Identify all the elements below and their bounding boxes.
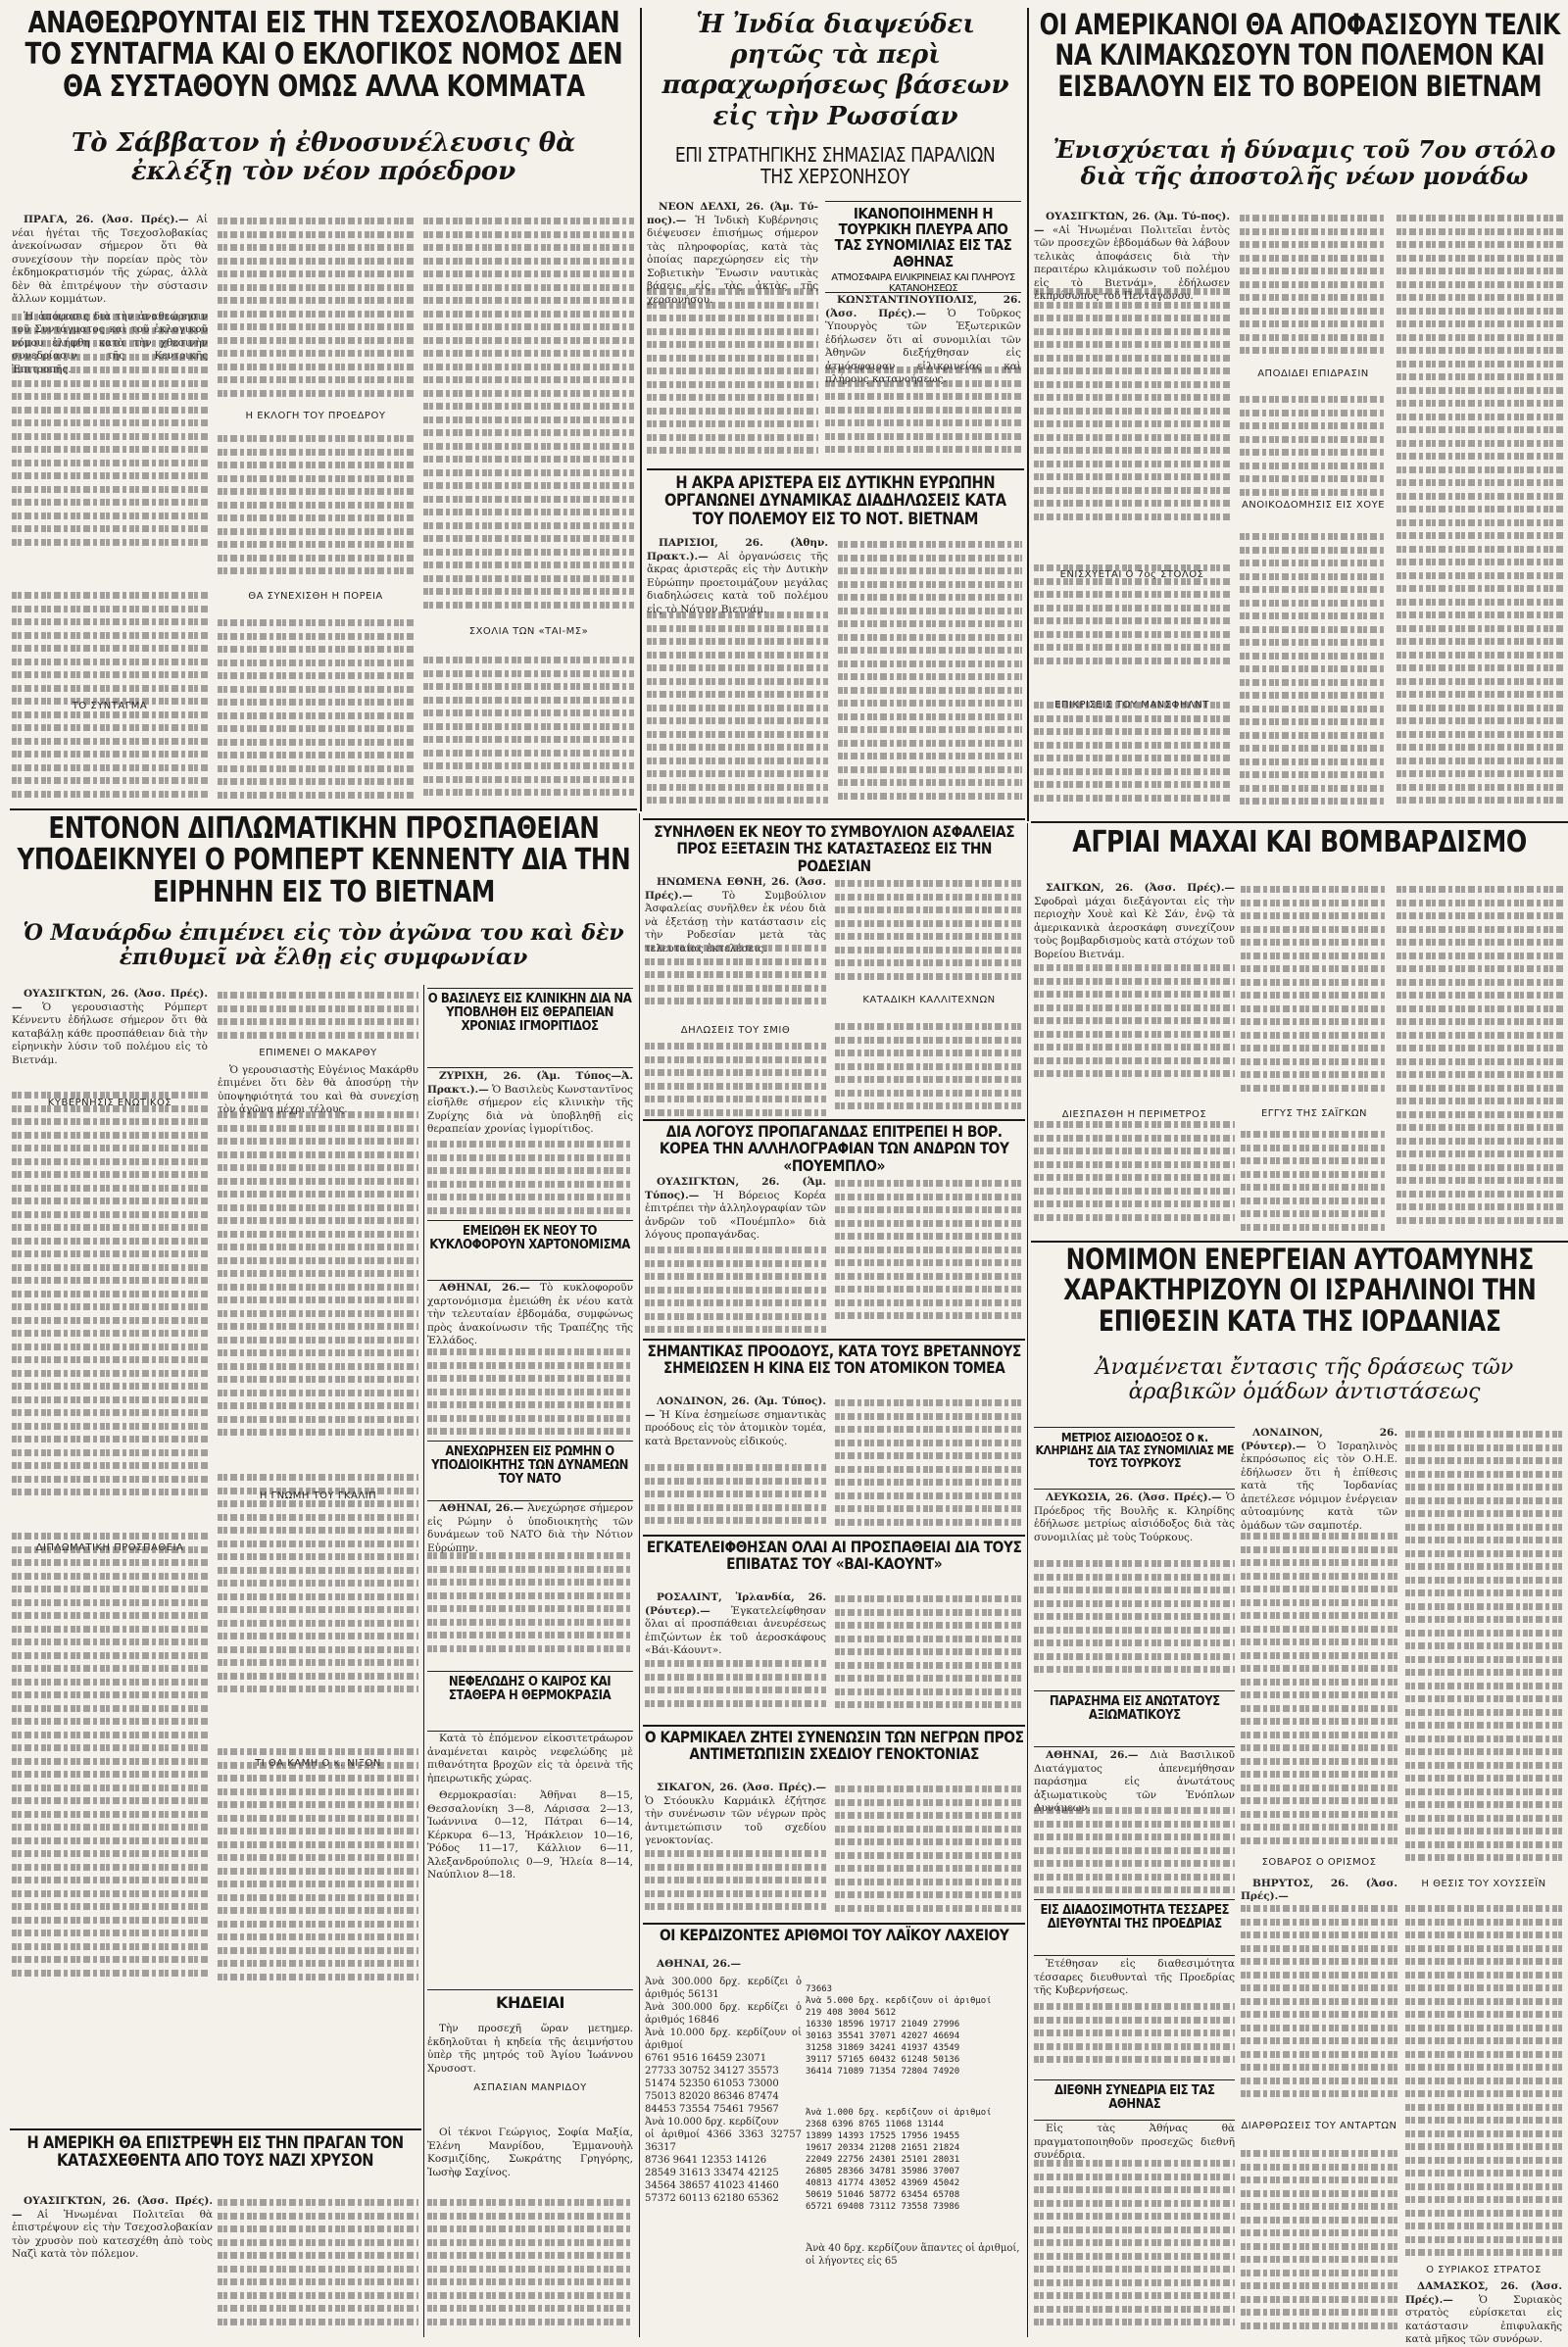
body-text-filler [1240,211,1387,367]
carmichael-headline-block [643,1729,1025,1778]
dateline: ΛΟΝΔΙΝΟΝ, 26. (Ρόυτερ).— [1241,1427,1397,1452]
section-heading: ΣΧΟΛΙΑ ΤΩΝ «ΤΑΙ-ΜΣ» [468,626,589,637]
nato-box [427,1441,633,1501]
dateline: ΚΩΝΣΤΑΝΤΙΝΟΥΠΟΛΙΣ, 26. (Ἀσσ. Πρές).— [825,294,1021,319]
horizontal-rule [1031,821,1568,823]
clerides-box [1034,1427,1235,1490]
body-text-filler [645,1039,826,1117]
body-text-filler [1034,960,1235,1088]
turkey-headline: ΙΚΑΝΟΠΟΙΗΜΕΝΗ Η ΤΟΥΡΚΙΚΗ ΠΛΕΥΡΑ ΑΠΟ ΤΑΣ ΣΥΝΟΜΙΛΙΑΣ ΕΙΣ ΤΑΣ ΑΘΗΝΑΣ [834,205,1012,270]
dateline: ΗΝΩΜΕΝΑ ΕΘΝΗ, 26. (Ἀσσ. Πρές).— [645,876,826,902]
section-heading: Η ΕΚΛΟΓΗ ΤΟΥ ΠΡΟΕΔΡΟΥ [245,411,386,421]
body-text-filler [645,941,826,1009]
body-text-filler [218,988,418,1047]
article-text: Ἐτέθησαν εἰς διαθεσιμότητα τέσσαρες διευθυνταὶ τῆς Προεδρίας τῆς Κυβερνήσεως. [1034,1958,1235,1996]
section-heading: ΕΠΙΚΡΙΣΕΙΣ ΤΟΥ ΜΑΝΣΦΗΛΝΤ [1054,700,1209,710]
section-heading: ΚΑΤΑΔΙΚΗ ΚΑΛΛΙΤΕΧΝΩΝ [862,995,996,1005]
lottery-left [645,1958,802,2340]
temperatures: Θερμοκρασίαι: Ἀθῆναι 8—15, Θεσσαλονίκη 3—8, Λάρισσα 2—13, Ἰωάννινα 0—12, Πάτραι 6—14, Κέρκυρα 6—13, Ἡράκλειον 10—16, Ῥόδος 11—17, Κάλλιον 6—11, Ἀλεξανδρούπολις 0—9, Ἠλεία 8—14, Ναύπλιον 8—18. [427,1789,633,1881]
article-text: Ἡ Βόρειος Κορέα ἐπιτρέπει τὴν ἀλληλογραφίαν τῶν ἀνδρῶν τοῦ «Πουέμπλο» διὰ λόγους προπαγάνδας. [645,1189,826,1241]
india-headline-block [647,10,1024,137]
article-text: Σφοδραὶ μάχαι διεξάγονται εἰς τὴν περιοχὴν Χουὲ καὶ Κὲ Σάν, ἐνῷ τὰ ἀμερικανικὰ ἀεροσκάφη συνεχίζουν τοὺς βομβαρδισμοὺς κατὰ στόχων τοῦ Βορείου Βιετνάμ. [1034,895,1235,960]
body-text-filler [1240,529,1387,815]
column-rule [640,8,642,811]
funeral-name: ΑΣΠΑΣΙΑΝ ΜΑΝΡΙΔΟΥ [473,2082,587,2093]
body-text-filler [218,1107,418,1445]
section-heading: Η ΘΕΣΙΣ ΤΟΥ ΧΟΥΣΣΕΪΝ [1421,1879,1546,1889]
body-text-filler [645,1460,826,1529]
pueblo-headline-block [643,1122,1025,1175]
body-text-filler [835,876,1023,994]
article-text: Ἡ Ἰνδικὴ Κυβέρνησις διέψευσεν ἐπισήμως σήμερον τὰς πληροφορίας, κατὰ τὰς ὁποίας παρεχώρησεν εἰς τὴν Σοβιετικὴν Ἕνωσιν ναυτικὰς βάσεις εἰς τὰς ἀκτὰς τῆς χερσονήσου. [647,214,818,306]
security-headline-block [643,822,1025,875]
body-text-filler [12,1529,208,1989]
china-headline-block [643,1343,1025,1392]
article-text: Ὁ Βασιλεὺς Κωνσταντῖνος εἰσῆλθε σήμερον εἰς κλινικὴν τῆς Ζυρίχης διὰ νὰ ὑποβληθῇ εἰς θεραπείαν χρονίας ἰγμορίτιδος. [427,1083,633,1135]
dateline: ΠΑΡΙΣΙΟΙ, 26. (Ἀθην. Πρακτ.).— [647,537,828,562]
section-heading: Η ΓΝΩΜΗ ΤΟΥ ΓΚΑΛΙΠ [259,1490,377,1501]
body-text-filler [825,363,1021,465]
body-text-filler [427,1345,633,1438]
funeral-body [427,2023,633,2121]
security-headline: ΣΥΝΗΛΘΕΝ ΕΚ ΝΕΟΥ ΤΟ ΣΥΜΒΟΥΛΙΟΝ ΑΣΦΑΛΕΙΑΣ ΠΡΟΣ ΕΞΕΤΑΣΙΝ ΤΗΣ ΚΑΤΑΣΤΑΣΕΩΣ ΕΙΣ ΤΗΝ ΡΟΔΕΣΙΑΝ [654,822,1014,875]
section-heading: ΔΙΕΣΠΑΣΘΗ Η ΠΕΡΙΜΕΤΡΟΣ [1061,1109,1207,1120]
czech-headline: ΑΝΑΘΕΩΡΟΥΝΤΑΙ ΕΙΣ ΤΗΝ ΤΣΕΧΟΣΛΟΒΑΚΙΑΝ ΤΟ ΣΥΝΤΑΓΜΑ ΚΑΙ Ο ΕΚΛΟΓΙΚΟΣ ΝΟΜΟΣ ΔΕΝ ΘΑ ΣΥΣΤΑΘΟΥΝ ΟΜΩΣ ΑΛΛΑ ΚΟΜΜΑΤΑ [24,6,622,104]
body-text-filler [647,284,818,465]
horizontal-rule [643,818,1025,820]
lottery-headline: ΟΙ ΚΕΡΔΙΖΟΝΤΕΣ ΑΡΙΘΜΟΙ ΤΟΥ ΛΑΪΚΟΥ ΛΑΧΕΙΟΥ [659,1926,1009,1944]
battles-headline: ΑΓΡΙΑΙ ΜΑΧΑΙ ΚΑΙ ΒΟΜΒΑΡΔΙΣΜΟ [1072,825,1527,859]
czech-subheadline-block [59,129,588,204]
lottery-text: Ἀνὰ 300.000 δρχ. κερδίζει ὁ ἀριθμός 56131 Ἀνὰ 300.000 δρχ. κερδίζει ὁ ἀριθμός 16846 Ἀνὰ 10.000 δρχ. κερδίζουν οἱ ἀριθμοί 6761 9516 16459 23071 27733 30752 34127 35573 51474 52350 61053 73000 75013 82020 86346 87474 84453 73554 75461 79567 Ἀνὰ 10.000 δρχ. κερδίζουν οἱ ἀριθμοί 4366 3363 32757 36317 8736 9641 12353 14126 28549 31613 33474 42125 34564 38657 41023 41460 57372 60113 62180 65362 [645,1976,802,2204]
weather-body [427,1733,633,1978]
dateline: ΑΘΗΝΑΙ, 26.— [1046,1749,1139,1761]
dateline: ΛΟΝΔΙΝΟΝ, 26. (Ἁμ. Τύπος).— [645,1395,826,1421]
body-text-filler [218,615,414,802]
body-text-filler [645,1243,826,1333]
body-text-filler [1241,882,1388,1102]
column-rule [1027,8,1029,821]
body-text-filler [1396,882,1563,1235]
china-headline: ΣΗΜΑΝΤΙΚΑΣ ΠΡΟΟΔΟΥΣ, ΚΑΤΑ ΤΟΥΣ ΒΡΕΤΑΝΝΟΥΣ ΣΗΜΕΙΩΣΕΝ Η ΚΙΝΑ ΕΙΣ ΤΟΝ ΑΤΟΜΙΚΟΝ ΤΟΜΕΑ [647,1342,1021,1378]
section-heading: ΑΠΟΔΙΔΕΙ ΕΠΙΔΡΑΣΙΝ [1257,368,1369,379]
article-text: Αἱ Ἡνωμέναι Πολιτεῖαι θὰ ἐπιστρέψουν εἰς τὴν Τσεχοσλοβακίαν τὸν χρυσὸν ποὺ κατεσχέθη ἀπὸ τοὺς Ναζὶ κατὰ τὸν πόλεμον. [12,2208,213,2260]
article-text: Ἐγκατελείφθησαν ὅλαι αἱ προσπάθειαι ἀνευρέσεως ἐπιζώντων ἐκ τοῦ ἀεροσκάφους «Βάι-Κάουντ». [645,1604,826,1656]
directors-headline: ΕΙΣ ΔΙΑΔΟΣΙΜΟΤΗΤΑ ΤΕΣΣΑΡΕΣ ΔΙΕΥΘΥΝΤΑΙ ΤΗΣ ΠΡΟΕΔΡΙΑΣ [1040,1903,1229,1932]
dateline: ΟΥΑΣΙΓΚΤΩΝ, 26. (Ἁμ. Τύπος).— [645,1176,826,1201]
israel-headline: ΝΟΜΙΜΟΝ ΕΝΕΡΓΕΙΑΝ ΑΥΤΟΑΜΥΝΗΣ ΧΑΡΑΚΤΗΡΙΖΟΥΝ ΟΙ ΙΣΡΑΗΛΙΝΟΙ ΤΗΝ ΕΠΙΘΕΣΙΝ ΚΑΤΑ ΤΗΣ ΙΟΡΔΑΝΙΑΣ [1062,1243,1537,1338]
section-heading: ΔΙΠΛΩΜΑΤΙΚΗ ΠΡΟΣΠΑΘΕΙΑ [35,1541,184,1553]
money-box [427,1220,633,1281]
nazi-body [12,2195,213,2337]
article-text: Αἱ νέαι ἡγέται τῆς Τσεχοσλοβακίας ἀνεκοίνωσαν σήμερον ὅτι θὰ συνεχίσουν τὴν πορείαν πρὸς τὸν ἐκδημοκρατισμόν τῆς χώρας, ἀλλὰ δὲν θὰ ἐπιτρέψουν τὴν σύστασιν ἄλλων κομμάτων. [12,214,208,305]
nato-headline: ΑΝΕΧΩΡΗΣΕΝ ΕΙΣ ΡΩΜΗΝ Ο ΥΠΟΔΙΟΙΚΗΤΗΣ ΤΩΝ ΔΥΝΑΜΕΩΝ ΤΟΥ ΝΑΤΟ [431,1444,629,1488]
body-text-filler [1405,1427,1562,1873]
body-text-filler [427,1137,633,1215]
column-rule [639,813,640,2337]
section-heading: ΕΓΓΥΣ ΤΗΣ ΣΑΪΓΚΩΝ [1260,1108,1368,1119]
body-text-filler [12,1088,208,1499]
us-subheadline-block [1041,137,1568,206]
body-text-filler [835,1176,1023,1333]
article-text: Ἀνεχώρησε σήμερον εἰς Ρώμην ὁ ὑποδιοικητὴς τῶν δυνάμεων τοῦ ΝΑΤΟ διὰ τὴν Νότιον Εὐρώπην. [427,1502,633,1554]
weather-headline: ΝΕΦΕΛΩΔΗΣ Ο ΚΑΙΡΟΣ ΚΑΙ ΣΤΑΘΕΡΑ Η ΘΕΡΜΟΚΡΑΣΙΑ [449,1675,612,1704]
horizontal-rule [643,1119,1025,1121]
article-text: Εἰς τὰς Ἀθήνας θὰ πραγματοποιηθοῦν προσεχῶς διεθνῆ συνέδρια. [1034,2123,1235,2161]
body-text-filler [835,1395,1023,1528]
dateline: ΑΘΗΝΑΙ, 26.— [657,1958,741,1970]
article-text: «Αἱ Ἡνωμέναι Πολιτεῖαι ἐντὸς τῶν προσεχῶν ἑβδομάδων θὰ λάβουν τελικὰς ἀποφάσεις διὰ τὴν περαιτέρω κλιμάκωσιν τοῦ πολέμου εἰς τὸ Βιετνάμ», ἐδήλωσεν ἐκπρόσωπος τοῦ Πενταγώνου. [1034,223,1230,302]
kennedy-headline: ΕΝΤΟΝΟΝ ΔΙΠΛΩΜΑΤΙΚΗΝ ΠΡΟΣΠΑΘΕΙΑΝ ΥΠΟΔΕΙΚΝΥΕΙ Ο ΡΟΜΠΕΡΤ ΚΕΝΝΕΝΤΥ ΔΙΑ ΤΗΝ ΕΙΡΗΝΗΝ ΕΙΣ ΤΟ ΒΙΕΤΝΑΜ [17,811,630,909]
body-text-filler [647,608,828,811]
body-text-filler [838,537,1022,811]
lottery-footnote: Ἀνὰ 40 δρχ. κερδίζουν ἅπαντες οἱ ἀριθμοί, οἱ λήγοντες εἰς 65 [806,2243,1020,2267]
body-text-filler [1034,1556,1235,1686]
turkey-box [825,201,1021,293]
body-text-filler [1034,561,1230,668]
money-headline: ΕΜΕΙΩΘΗ ΕΚ ΝΕΟΥ ΤΟ ΚΥΚΛΟΦΟΡΟΥΝ ΧΑΡΤΟΝΟΜΙΣΜΑ [429,1224,631,1253]
column-rule [1027,823,1028,2337]
king-headline: Ο ΒΑΣΙΛΕΥΣ ΕΙΣ ΚΛΙΝΙΚΗΝ ΔΙΑ ΝΑ ΥΠΟΒΛΗΘΗ ΕΙΣ ΘΕΡΑΠΕΙΑΝ ΧΡΟΝΙΑΣ ΙΓΜΟΡΙΤΙΔΟΣ [428,992,632,1035]
dateline: ΔΑΜΑΣΚΟΣ, 26. (Ἀσσ. Πρές).— [1405,2280,1562,2306]
section-heading: ΤΙ ΘΑ ΚΑΜΗ Ο κ. ΝΙΞΟΝ [255,1758,381,1769]
article-text: Ἡ Κίνα ἐσημείωσε σημαντικὰς προόδους εἰς τὸν ἀτομικὸν τομέα, κατὰ Βρεταννοὺς εἰδικούς. [645,1408,826,1447]
dateline: ΑΘΗΝΑΙ, 26.— [439,1282,530,1294]
article-text: Τὸ κυκλοφοροῦν χαρτονόμισμα ἐμειώθη ἐκ νέου κατὰ τὴν τελευταίαν ἑβδομάδα, συμφώνως πρὸς ἀνακοίνωσιν τῆς Τραπέζης τῆς Ἑλλάδος. [427,1282,633,1346]
horizontal-rule [10,808,637,810]
deaths-box [427,1989,633,2020]
body-text-filler [1034,1803,1235,1896]
india-headline: Ἡ Ἰνδία διαψεύδει ρητῶς τὰ περὶ παραχωρήσεως βάσεων εἰς τὴν Ρωσσίαν [662,10,1009,131]
body-text-filler [1241,1127,1388,1235]
body-text-filler [218,1744,418,1989]
body-text-filler [645,1656,826,1719]
body-text-filler [218,431,414,578]
vicount-headline: ΕΓΚΑΤΕΛΕΙΦΘΗΣΑΝ ΟΛΑΙ ΑΙ ΠΡΟΣΠΑΘΕΙΑΙ ΔΙΑ ΤΟΥΣ ΕΠΙΒΑΤΑΣ ΤΟΥ «ΒΑΙ-ΚΑΟΥΝΤ» [646,1538,1022,1574]
body-text-filler [835,1591,1023,1719]
lottery-numbers-1: 73663 Ἀνὰ 5.000 δρχ. κερδίζουν οἱ ἀριθμοί 219 408 3004 5612 16330 18596 19717 21049 27996 30163 35541 37071 42027 46694 31258 31869 34241 41937 43549 39117 57165 60432 61248 50136 36414 71089 71354 72804 74920 [806,1984,992,2077]
kennedy-headline-block [10,813,637,923]
lottery-headline-block [643,1927,1025,1954]
body-text-filler [12,310,208,555]
horizontal-rule [643,1535,1025,1537]
body-text-filler [1396,211,1563,818]
directors-box [1034,1899,1235,1956]
section-heading: Ο ΣΥΡΙΑΚΟΣ ΣΤΡΑΤΟΣ [1426,2264,1542,2275]
body-text-filler [218,2195,418,2337]
body-text-filler [1034,284,1230,529]
body-text-filler [1034,698,1230,815]
dateline: ΛΕΥΚΩΣΙΑ, 26. (Ἀσσ. Πρές).— [1046,1491,1222,1503]
horizontal-rule [643,1923,1025,1925]
article-text: Ἡ ἀπόφασις διὰ τὴν ἀναθεώρησιν τοῦ Συντάγματος καὶ τοῦ ἐκλογικοῦ νόμου ἐλήφθη κατὰ τὴν χθεσινὴν συνεδρίασιν τῆς Κεντρικῆς Ἐπιτροπῆς. [12,310,208,375]
europe-headline: Η ΑΚΡΑ ΑΡΙΣΤΕΡΑ ΕΙΣ ΔΥΤΙΚΗΝ ΕΥΡΩΠΗΝ ΟΡΓΑΝΩΝΕΙ ΔΥΝΑΜΙΚΑΣ ΔΙΑΔΗΛΩΣΕΙΣ ΚΑΤΑ ΤΟΥ ΠΟΛΕΜΟΥ ΕΙΣ ΤΟ ΝΟΤ. ΒΙΕΤΝΑΜ [664,473,1006,529]
body-text-filler [1034,1999,1235,2076]
dateline: ΖΥΡΙΧΗ, 26. (Ἁμ. Τύπος—Ἀ. Πρακτ.).— [427,1070,633,1096]
battles-headline-block [1031,827,1568,876]
dateline: ΟΥΑΣΙΓΚΤΩΝ, 26. (Ἀσσ. Πρές).— [12,2195,213,2221]
section-heading: ΘΑ ΣΥΝΕΧΙΣΘΗ Η ΠΟΡΕΙΑ [248,590,383,602]
article-text: Διὰ Βασιλικοῦ Διατάγματος ἀπενεμήθησαν παράσημα εἰς ἀνωτάτους ἀξιωματικοὺς τῶν Ἐνόπλων Δυνάμεων. [1034,1749,1236,1814]
body-text-filler [1241,1901,1397,2107]
awards-headline: ΠΑΡΑΣΗΜΑ ΕΙΣ ΑΝΩΤΑΤΟΥΣ ΑΞΙΩΜΑΤΙΚΟΥΣ [1049,1694,1220,1724]
israel-subheadline-block [1041,1356,1568,1421]
section-heading: ΣΟΒΑΡΟΣ Ο ΟΡΙΣΜΟΣ [1261,1857,1377,1868]
article-text: Ὁ Συριακὸς στρατὸς εὑρίσκεται εἰς κατάστασιν ἐπιφυλακῆς κατὰ μῆκος τῶν συνόρων. [1405,2293,1562,2345]
carmichael-headline: Ο ΚΑΡΜΙΚΑΕΛ ΖΗΤΕΙ ΣΥΝΕΝΩΣΙΝ ΤΩΝ ΝΕΓΡΩΝ ΠΡΟΣ ΑΝΤΙΜΕΤΩΠΙΣΙΝ ΣΧΕΔΙΟΥ ΓΕΝΟΚΤΟΝΙΑΣ [644,1728,1024,1764]
body-text-filler [1241,2146,1397,2337]
awards-box [1034,1690,1235,1747]
dateline: ΡΟΣΑΛΙΝΤ, Ἰρλανδία, 26. (Ρόυτερ).— [645,1591,826,1617]
article-text: Ὁ Τοῦρκος Ὑπουργὸς τῶν Ἐξωτερικῶν ἐδήλωσεν ὅτι αἱ συνομιλίαι τῶν Ἀθηνῶν διεξήχθησαν εἰς ἀτμόσφαιραν εἰλικρινείας καὶ πλήρους κατανοήσεως. [825,307,1021,385]
king-box [427,988,633,1068]
body-text-filler [835,1782,1023,1919]
weather-box [427,1671,633,1732]
weather-text: Κατὰ τὸ ἑπόμενον εἰκοσιτετράωρον ἀναμένεται καιρὸς νεφελώδης μὲ πιθανότητα βροχῶν εἰς τὰ ὀρεινὰ τῆς ἠπειρωτικῆς χώρας. [427,1733,633,1785]
conference-box [1034,2079,1235,2121]
dateline: ΠΡΑΓΑ, 26. (Ἀσσ. Πρές).— [24,214,189,225]
dateline: ΣΑΙΓΚΩΝ, 26. (Ἀσσ. Πρές).— [1046,882,1235,894]
horizontal-rule [643,1725,1025,1727]
nazi-headline: Η ΑΜΕΡΙΚΗ ΘΑ ΕΠΙΣΤΡΕΨΗ ΕΙΣ ΤΗΝ ΠΡΑΓΑΝ ΤΟΝ ΚΑΤΑΣΧΕΘΕΝΤΑ ΑΠΟ ΤΟΥΣ ΝΑΖΙ ΧΡΥΣΟΝ [26,2133,405,2172]
dateline: ΟΥΑΣΙΓΚΤΩΝ, 26. (Ἀσσ. Πρές).— [12,988,208,1013]
body-text-filler [645,1846,826,1917]
body-text-filler [12,588,208,804]
body-text-filler [1241,1529,1397,1852]
europe-headline-block [647,474,1024,533]
body-text-filler [427,1548,633,1666]
india-subheadline-block [666,145,1004,196]
vicount-headline-block [643,1539,1025,1588]
body-text-filler [218,214,414,410]
body-text-filler [423,653,634,800]
body-text-filler [423,214,634,615]
section-heading: ΚΥΒΕΡΝΗΣΙΣ ΕΝΩΤΙΚΟΣ [47,1098,172,1108]
body-text-filler [1405,1901,1562,2264]
dateline: ΣΙΚΑΓΟΝ, 26. (Ἀσσ. Πρές).— [657,1782,826,1793]
section-heading: ΔΙΑΡΘΡΩΣΕΙΣ ΤΟΥ ΑΝΤΑΡΤΩΝ [1241,2120,1397,2131]
article-text: Ὁ Πρόεδρος τῆς Βουλῆς κ. Κληρίδης ἐδήλωσε μετρίως αἰσιόδοξος διὰ τὰς συνομιλίας μὲ τοὺς Τούρκους. [1034,1491,1235,1543]
deaths-headline: ΚΗΔΕΙΑΙ [496,1993,564,2012]
clerides-headline: ΜΕΤΡΙΟΣ ΑΙΣΙΟΔΟΞΟΣ Ο κ. ΚΛΗΡΙΔΗΣ ΔΙΑ ΤΑΣ ΣΥΝΟΜΙΛΙΑΣ ΜΕ ΤΟΥΣ ΤΟΥΡΚΟΥΣ [1035,1431,1234,1470]
turkey-subheadline: ΑΤΜΟΣΦΑΙΡΑ ΕΙΛΙΚΡΙΝΕΙΑΣ ΚΑΙ ΠΛΗΡΟΥΣ ΚΑΤΑΝΟΗΣΕΩΣ [831,271,1015,294]
section-heading: ΕΠΙΜΕΝΕΙ Ο ΜΑΚΑΡΘΥ [259,1048,377,1058]
article-text: Ὁ γερουσιαστὴς Εὐγένιος Μακάρθυ ἐπιμένει ὅτι δὲν θὰ ἀποσύρῃ τὴν ὑποψηφιότητά του καὶ θὰ συνεχίσῃ τὸν ἀγῶνα μέχρι τέλους. [218,1063,418,1115]
article-text: Ὁ Στόουκλυ Καρμάικλ ἐζήτησε τὴν συνένωσιν τῶν νέγρων πρὸς ἀντιμετώπισιν τοῦ σχεδίου γενοκτονίας. [645,1794,826,1846]
funeral-family-text: Οἱ τέκνοι Γεώργιος, Σοφία Μαξία, Ἑλένη Μανρίδου, Ἑμμανουὴλ Κοσμιζίδης, Σωκράτης Γρηγόρης, Ἰωσὴφ Σαχίνος. [427,2127,633,2178]
pueblo-headline: ΔΙΑ ΛΟΓΟΥΣ ΠΡΟΠΑΓΑΝΔΑΣ ΕΠΙΤΡΕΠΕΙ Η ΒΟΡ. ΚΟΡΕΑ ΤΗΝ ΑΛΛΗΛΟΓΡΑΦΙΑΝ ΤΩΝ ΑΝΔΡΩΝ ΤΟΥ «ΠΟΥΕΜΠΛΟ» [659,1122,1009,1175]
dateline: ΒΗΡΥΤΟΣ, 26. (Ἀσσ. Πρές).— [1241,1877,1397,1902]
us-headline-block [1031,10,1568,127]
india-subheadline: ΕΠΙ ΣΤΡΑΤΗΓΙΚΗΣ ΣΗΜΑΣΙΑΣ ΠΑΡΑΛΙΩΝ ΤΗΣ ΧΕΡΣΟΝΗΣΟΥ [675,143,996,188]
dateline: ΟΥΑΣΙΓΚΤΩΝ, 26. (Ἁμ. Τύ-πος).— [1034,211,1230,236]
article-text: Αἱ ὀργανώσεις τῆς ἄκρας ἀριστερᾶς εἰς τὴν Δυτικὴν Εὐρώπην προετοιμάζουν μεγάλας διαδηλώσεις κατὰ τοῦ πολέμου εἰς τὸ Νότιον Βιετνάμ. [647,550,828,615]
section-heading: ΤΟ ΣΥΝΤΑΓΜΑ [72,701,148,711]
article-text: Τὸ Συμβούλιον Ἀσφαλείας συνῆλθεν ἐκ νέου διὰ νὰ ἐξετάσῃ τὴν κατάστασιν εἰς τὴν Ροδεσίαν μετὰ τὰς τελευταίας ἐκτελέσεις. [645,889,827,954]
us-subheadline: Ἐνισχύεται ἡ δύναμις τοῦ 7ου στόλο διὰ τῆς ἀποστολῆς νέων μονάδω [1053,135,1556,190]
body-text-filler [835,1019,1023,1117]
kennedy-subheadline: Ὁ Μαυάρδω ἐπιμένει εἰς τὸν ἀγῶνα του καὶ δὲν ἐπιθυμεῖ νὰ ἔλθῃ εἰς συμφωνίαν [23,920,624,970]
column-rule [423,985,424,2337]
section-heading: ΑΝΟΙΚΟΔΟΜΗΣΙΣ ΕΙΣ ΧΟΥΕ [1241,499,1386,511]
body-text-filler [1034,2156,1235,2337]
conference-headline: ΔΙΕΘΝΗ ΣΥΝΕΔΡΙΑ ΕΙΣ ΤΑΣ ΑΘΗΝΑΣ [1054,2083,1215,2113]
article-text: Ὁ Ἰσραηλινὸς ἐκπρόσωπος εἰς τὸν Ο.Η.Ε. ἐδήλωσεν ὅτι ἡ ἐπίθεσις κατὰ τῆς Ἰορδανίας ἀπετέλεσε νόμιμον ἐνέργειαν αὐτοαμύνης κατὰ τῶν ὁμάδων τῶν σαμποτέρ. [1241,1440,1397,1532]
body-text-filler [1240,392,1387,500]
israel-subheadline: Ἀναμένεται ἔντασις τῆς δράσεως τῶν ἀραβικῶν ὁμάδων ἀντιστάσεως [1095,1355,1514,1404]
body-text-filler [427,2195,633,2337]
lottery-numbers-2: Ἀνὰ 1.000 δρχ. κερδίζουν οἱ ἀριθμοί 2368 6396 8765 11068 13144 13899 14393 17525 17956 19455 19617 20334 21208 21651 21824 22049 22756 24301 25101 28031 26805 28366 34781 35986 37007 40813 41774 43052 43969 45042 50619 51046 58772 63454 65708 65721 69408 73112 73558 73986 [806,2108,992,2212]
czech-headline-block [10,8,637,125]
horizontal-rule [643,1339,1025,1341]
body-text-filler [1034,1117,1235,1235]
us-headline: ΟΙ ΑΜΕΡΙΚΑΝΟΙ ΘΑ ΑΠΟΦΑΣΙΣΟΥΝ ΤΕΛΙΚ ΝΑ ΚΛΙΜΑΚΩΣΟΥΝ ΤΟΝ ΠΟΛΕΜΟΝ ΚΑΙ ΕΙΣΒΑΛΟΥΝ ΕΙΣ ΤΟ ΒΟΡΕΙΟΝ ΒΙΕΤΝΑΜ [1039,8,1560,103]
lottery-right [806,1958,1023,2340]
dateline: ΑΘΗΝΑΙ, 26.— [439,1502,524,1514]
horizontal-rule [10,2128,421,2130]
article-text: Ὁ γερουσιαστὴς Ρόμπερτ Κέννεντυ ἐδήλωσε σήμερον ὅτι θὰ καταβάλῃ κάθε προσπάθειαν διὰ τὴν εἰρηνικὴν λύσιν τοῦ πολέμου εἰς τὸ Βιετνάμ. [12,1001,208,1066]
section-heading: ΕΝΙΣΧΥΕΤΑΙ Ο 7ος ΣΤΟΛΟΣ [1059,568,1204,580]
israel-headline-block [1031,1245,1568,1354]
body-text-filler [218,1470,418,1705]
funeral-text: Τὴν προσεχῆ ὥραν μετημερ. ἐκδηλοῦται ἡ κηδεία τῆς ἀειμνήστου ὑπὲρ τῆς μητρός τοῦ Ἁγίου Ἰωάννου Χρυσοστ. [427,2023,633,2075]
czech-subheadline: Τὸ Σάββατον ἡ ἐθνοσυνέλευσις θὰ ἐκλέξῃ τὸν νέον πρόεδρον [71,128,576,187]
dateline: ΝΕΟΝ ΔΕΛΧΙ, 26. (Ἁμ. Τύ-πος).— [647,201,818,226]
nazi-headline-block [10,2134,421,2189]
section-heading: ΔΗΛΩΣΕΙΣ ΤΟΥ ΣΜΙΘ [680,1025,791,1036]
horizontal-rule [647,468,1024,470]
kennedy-subheadline-block [20,921,627,984]
